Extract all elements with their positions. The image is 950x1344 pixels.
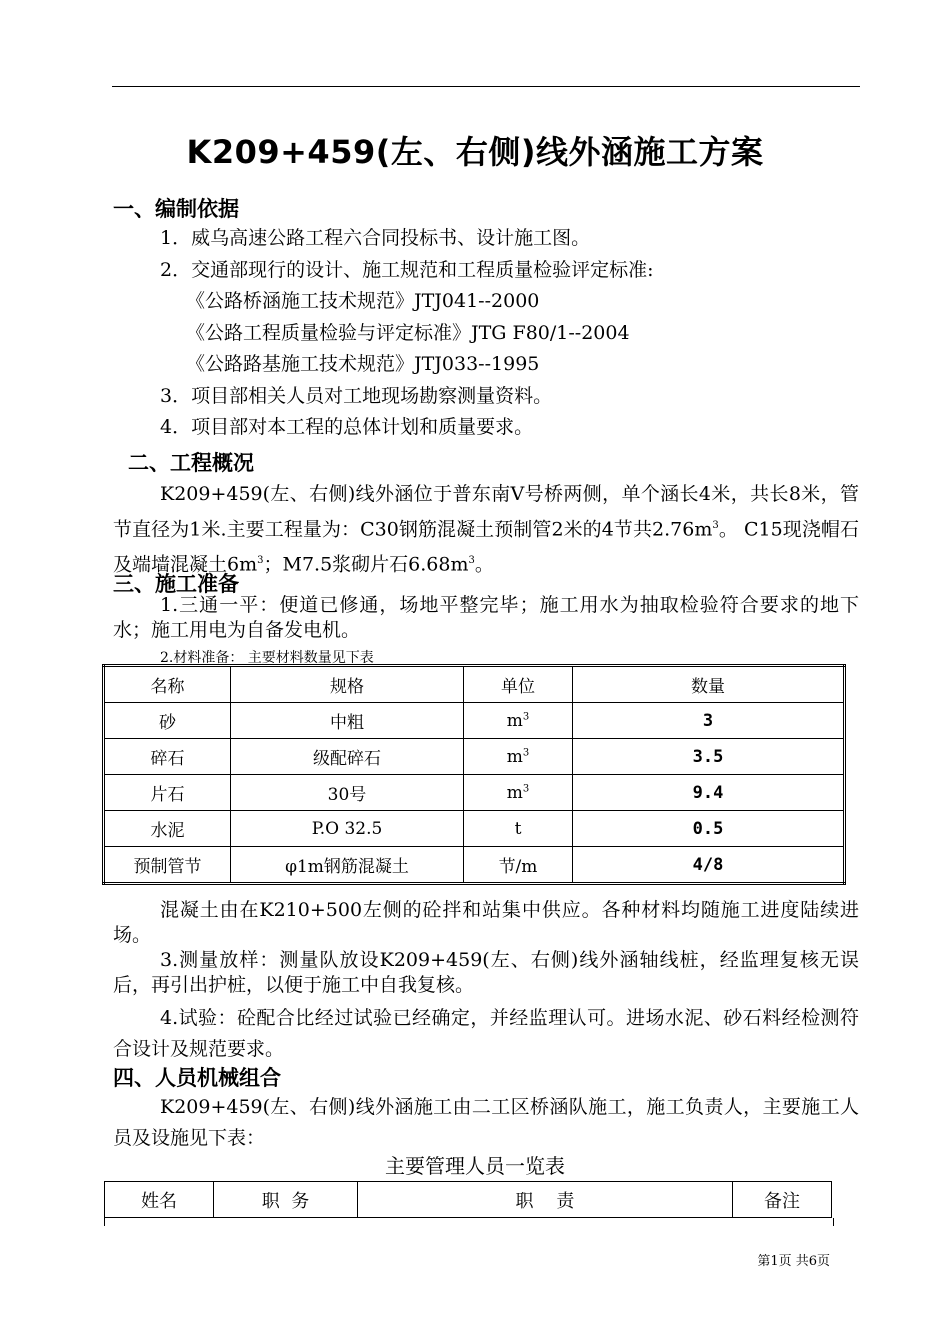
table-row — [104, 811, 845, 847]
unit-sup: 3 — [522, 782, 530, 794]
header-rule — [112, 86, 860, 87]
document-title: K209+459(左、右侧)线外涵施工方案 — [186, 133, 764, 171]
table-row — [104, 739, 845, 775]
material-name: 碎石 — [104, 739, 231, 775]
material-spec: 中粗 — [231, 703, 464, 739]
s3-paragraph-3: 3.测量放样：测量队放设K209+459(左、右侧)线外涵轴线桩，经监理复核无误后，再引出护桩，以便于施工中自我复核。 — [113, 949, 859, 996]
material-unit — [464, 775, 573, 811]
s2-text-c: ；M7.5浆砌片石6.68m — [263, 553, 469, 576]
material-name: 预制管节 — [104, 847, 231, 884]
material-unit — [464, 739, 573, 775]
staff-table-cut-row — [104, 1218, 834, 1226]
materials-caption: 2.材料准备： 主要材料数量见下表 — [160, 650, 374, 666]
header-cell: 名称 — [104, 666, 231, 703]
material-spec: 30号 — [231, 775, 464, 811]
s1-item-1: 1．威乌高速公路工程六合同投标书、设计施工图。 — [160, 227, 591, 249]
material-qty: 9.4 — [573, 775, 845, 811]
s1-item-4: 4．项目部对本工程的总体计划和质量要求。 — [160, 416, 534, 438]
unit-sup: 3 — [522, 710, 530, 722]
staff-table — [104, 1181, 832, 1218]
table-row — [104, 847, 845, 884]
after-table-paragraph: 混凝土由在K210+500左侧的砼拌和站集中供应。各种材料均随施工进度陆续进场。 — [113, 899, 859, 946]
material-unit — [464, 811, 573, 847]
s1-standard-2: 《公路工程质量检验与评定标准》JTG F80/1--2004 — [186, 322, 630, 344]
material-qty: 3 — [573, 703, 845, 739]
materials-header-row — [104, 666, 845, 703]
header-cell: 备注 — [733, 1182, 832, 1218]
s2-sup-2: 3 — [257, 555, 264, 567]
section-1-heading: 一、编制依据 — [113, 197, 239, 221]
header-cell: 单位 — [464, 666, 573, 703]
header-cell: 数量 — [573, 666, 845, 703]
material-qty: 3.5 — [573, 739, 845, 775]
header-cell: 规格 — [231, 666, 464, 703]
s4-paragraph: K209+459(左、右侧)线外涵施工由二工区桥涵队施工，施工负责人，主要施工人员及设施见下表： — [113, 1096, 859, 1149]
materials-table — [102, 664, 846, 885]
s2-text-a: K209+459(左、右侧)线外涵位于普东南Ⅴ号桥两侧，单个涵长4米，共长8米，管节直径为1米.主要工程量为：C30钢筋混凝土预制管2米的4节共2.76m — [113, 483, 859, 541]
s2-sup-1: 3 — [712, 520, 719, 531]
material-spec: 级配碎石 — [231, 739, 464, 775]
material-unit — [464, 703, 573, 739]
staff-header-row — [105, 1182, 832, 1218]
unit-text: m — [506, 782, 523, 803]
material-name: 砂 — [104, 703, 231, 739]
s3-paragraph-4: 4.试验：砼配合比经过试验已经确定，并经监理认可。进场水泥、砂石料经检测符合设计及规范要求。 — [113, 1007, 859, 1060]
header-cell: 职 务 — [214, 1182, 358, 1218]
s2-overview-paragraph — [113, 478, 859, 581]
section-2-heading: 二、工程概况 — [128, 451, 254, 475]
material-qty: 4/8 — [573, 847, 845, 884]
s1-item-3: 3．项目部相关人员对工地现场勘察测量资料。 — [160, 385, 553, 407]
unit-sup: 3 — [522, 746, 530, 758]
s1-item-2: 2．交通部现行的设计、施工规范和工程质量检验评定标准: — [160, 259, 654, 281]
s2-sup-3: 3 — [468, 555, 475, 567]
s2-text-b: 。 C15现浇帽石及端墙混凝土6m — [113, 518, 859, 576]
header-cell: 职 责 — [358, 1182, 733, 1218]
material-name: 水泥 — [104, 811, 231, 847]
section-3-heading: 三、施工准备 — [113, 572, 239, 596]
table-row — [104, 775, 845, 811]
header-cell: 姓名 — [105, 1182, 214, 1218]
unit-text: m — [506, 746, 523, 767]
material-qty: 0.5 — [573, 811, 845, 847]
s2-text-d: 。 — [474, 553, 494, 576]
page-footer: 第1页 共6页 — [757, 1254, 830, 1269]
unit-text: m — [506, 710, 523, 731]
s1-standard-1: 《公路桥涵施工技术规范》JTJ041--2000 — [186, 290, 540, 312]
s1-standard-3: 《公路路基施工技术规范》JTJ033--1995 — [186, 353, 540, 375]
table-row — [104, 703, 845, 739]
unit-text: t — [514, 818, 522, 839]
material-spec: φ1m钢筋混凝土 — [231, 847, 464, 884]
material-unit — [464, 847, 573, 884]
unit-text: 节/m — [498, 857, 538, 877]
material-name: 片石 — [104, 775, 231, 811]
section-4-heading: 四、人员机械组合 — [113, 1066, 281, 1090]
material-spec: P.O 32.5 — [231, 811, 464, 847]
staff-table-title: 主要管理人员一览表 — [385, 1154, 565, 1178]
s3-paragraph-1: 1.三通一平：便道已修通，场地平整完毕；施工用水为抽取检验符合要求的地下水；施工用电为自备发电机。 — [113, 594, 859, 641]
